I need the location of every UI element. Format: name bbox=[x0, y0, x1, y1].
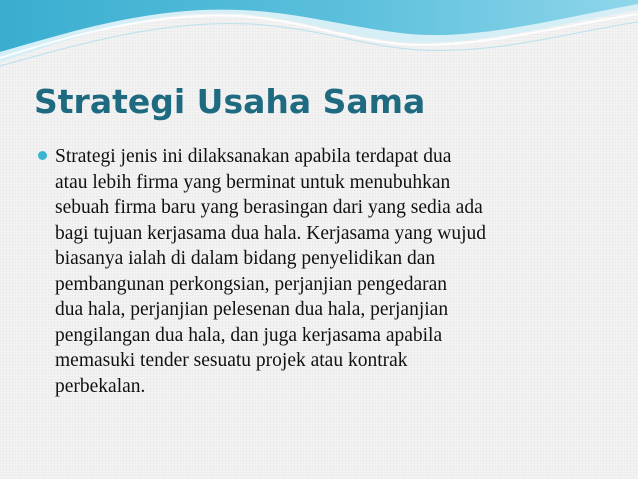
bullet-text-line: biasanya ialah di dalam bidang penyelidikan dan bbox=[55, 248, 436, 269]
bullet-text-line: atau lebih firma yang berminat untuk menubuhkan bbox=[55, 171, 451, 193]
bullet-item bbox=[55, 144, 595, 399]
bullet-text-line: dua hala, perjanjian pelesenan dua hala, perjanjian bbox=[55, 299, 449, 320]
bullet-text-line: pembangunan perkongsian, perjanjian pengedaran bbox=[55, 273, 448, 295]
bullet-text-line: bagi tujuan kerjasama dua hala. Kerjasama yang wujud bbox=[55, 222, 487, 244]
slide-title: Strategi Usaha Sama bbox=[34, 82, 426, 121]
bullet-text-line: perbekalan. bbox=[55, 375, 146, 397]
bullet-text-line: memasuki tender sesuatu projek atau kontrak bbox=[55, 350, 408, 371]
header-wave-decoration bbox=[0, 0, 638, 80]
bullet-text-line: pengilangan dua hala, dan juga kerjasama apabila bbox=[55, 324, 443, 346]
bullet-point-icon bbox=[38, 151, 47, 160]
bullet-text-line: Strategi jenis ini dilaksanakan apabila terdapat dua bbox=[55, 146, 452, 167]
bullet-text-line: sebuah firma baru yang berasingan dari yang sedia ada bbox=[55, 197, 483, 218]
bullet-list bbox=[55, 144, 595, 399]
bullet-text bbox=[55, 144, 595, 399]
